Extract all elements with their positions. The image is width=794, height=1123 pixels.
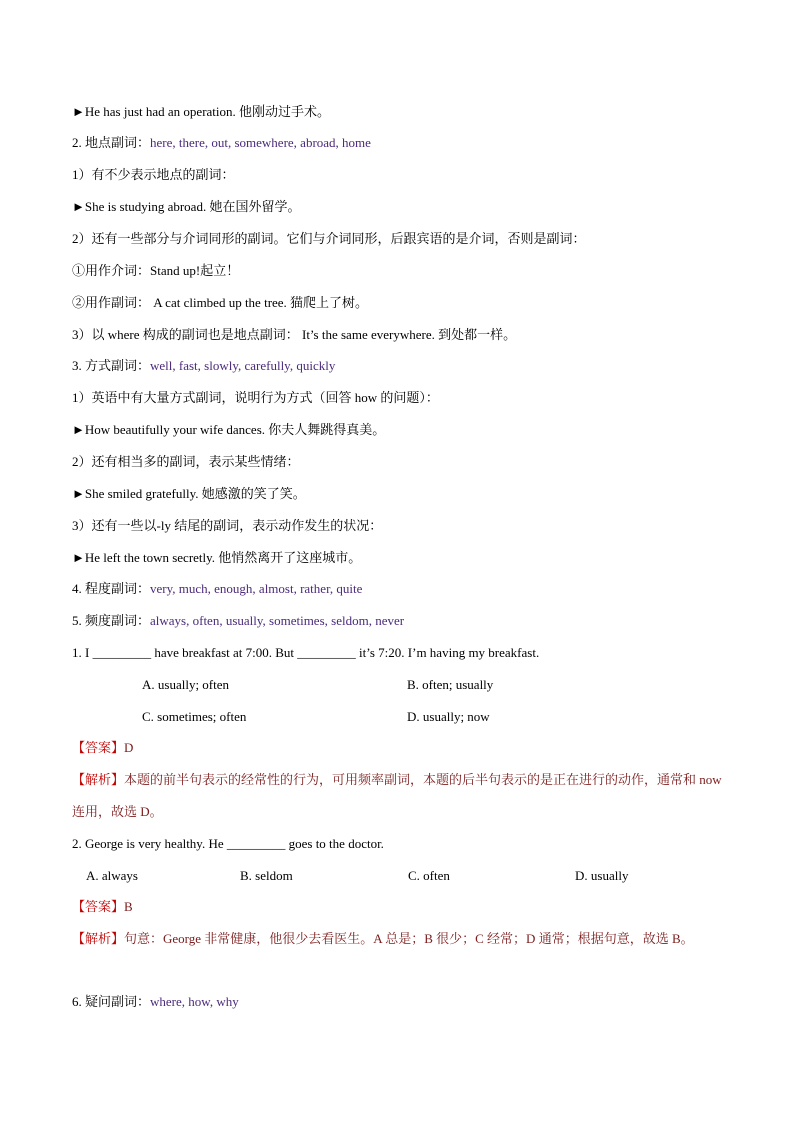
adverb-list: where, how, why — [150, 994, 239, 1009]
question-2-stem: 2. George is very healthy. He _________ goes to the doctor. — [72, 836, 384, 851]
analysis-label: 【解析】 — [72, 931, 125, 946]
q2-option-d: D. usually — [575, 868, 629, 883]
answer-label: 【答案】 — [72, 740, 125, 755]
heading-label: 2. 地点副词： — [72, 135, 151, 150]
example-line: ►How beautifully your wife dances. 你夫人舞跳得真美。 — [72, 422, 386, 437]
example-line: ►He left the town secretly. 他悄然离开了这座城市。 — [72, 550, 362, 565]
answer-value: D — [124, 740, 134, 755]
answer-label: 【答案】 — [72, 899, 125, 914]
heading-degree-adverbs — [72, 580, 362, 598]
q1-option-b: B. often; usually — [407, 677, 494, 692]
q2-option-c: C. often — [408, 868, 450, 883]
subpoint: 1）英语中有大量方式副词，说明行为方式（回答 how 的问题）： — [72, 390, 439, 405]
example-line: ►She is studying abroad. 她在国外留学。 — [72, 199, 301, 214]
q1-option-a: A. usually; often — [142, 677, 230, 692]
analysis-text: 本题的前半句表示的经常性的行为，可用频率副词，本题的后半句表示的是正在进行的动作，通常和 now 连用，故选 D。 — [72, 772, 722, 819]
q1-answer — [72, 739, 133, 757]
q2-option-b: B. seldom — [240, 868, 293, 883]
analysis-text: 句意：George 非常健康，他很少去看医生。A 总是；B 很少；C 经常；D 通常；根据句意，故选 B。 — [124, 931, 694, 946]
subpoint: 3）以 where 构成的副词也是地点副词： It’s the same everywhere. 到处都一样。 — [72, 327, 517, 342]
subpoint: 2）还有相当多的副词，表示某些情绪： — [72, 454, 300, 469]
subpoint: 1）有不少表示地点的副词： — [72, 167, 235, 182]
q2-answer — [72, 898, 133, 916]
q1-option-c: C. sometimes; often — [142, 709, 247, 724]
subpoint: ②用作副词： A cat climbed up the tree. 猫爬上了树。 — [72, 295, 369, 310]
example-line: ►She smiled gratefully. 她感激的笑了笑。 — [72, 486, 306, 501]
heading-place-adverbs — [72, 134, 371, 152]
q1-option-d: D. usually; now — [407, 709, 490, 724]
adverb-list: very, much, enough, almost, rather, quite — [150, 581, 363, 596]
subpoint: 2）还有一些部分与介词同形的副词。它们与介词同形，后跟宾语的是介词，否则是副词： — [72, 231, 586, 246]
question-1-stem: 1. I _________ have breakfast at 7:00. But _________ it’s 7:20. I’m having my breakfast. — [72, 645, 540, 660]
answer-value: B — [124, 899, 133, 914]
heading-manner-adverbs — [72, 357, 335, 375]
adverb-list: here, there, out, somewhere, abroad, home — [150, 135, 371, 150]
heading-frequency-adverbs — [72, 612, 404, 630]
subpoint: 3）还有一些以-ly 结尾的副词，表示动作发生的状况： — [72, 518, 383, 533]
analysis-label: 【解析】 — [72, 772, 125, 787]
heading-interrogative-adverbs — [72, 993, 239, 1011]
heading-label: 6. 疑问副词： — [72, 994, 151, 1009]
heading-label: 5. 频度副词： — [72, 613, 151, 628]
adverb-list: always, often, usually, sometimes, seldom, never — [150, 613, 405, 628]
subpoint: ①用作介词：Stand up!起立！ — [72, 263, 240, 278]
heading-label: 3. 方式副词： — [72, 358, 151, 373]
example-line: ►He has just had an operation. 他刚动过手术。 — [72, 104, 331, 119]
heading-label: 4. 程度副词： — [72, 581, 151, 596]
q2-option-a: A. always — [86, 868, 138, 883]
q2-analysis — [72, 923, 722, 955]
adverb-list: well, fast, slowly, carefully, quickly — [150, 358, 336, 373]
q1-analysis — [72, 764, 722, 828]
